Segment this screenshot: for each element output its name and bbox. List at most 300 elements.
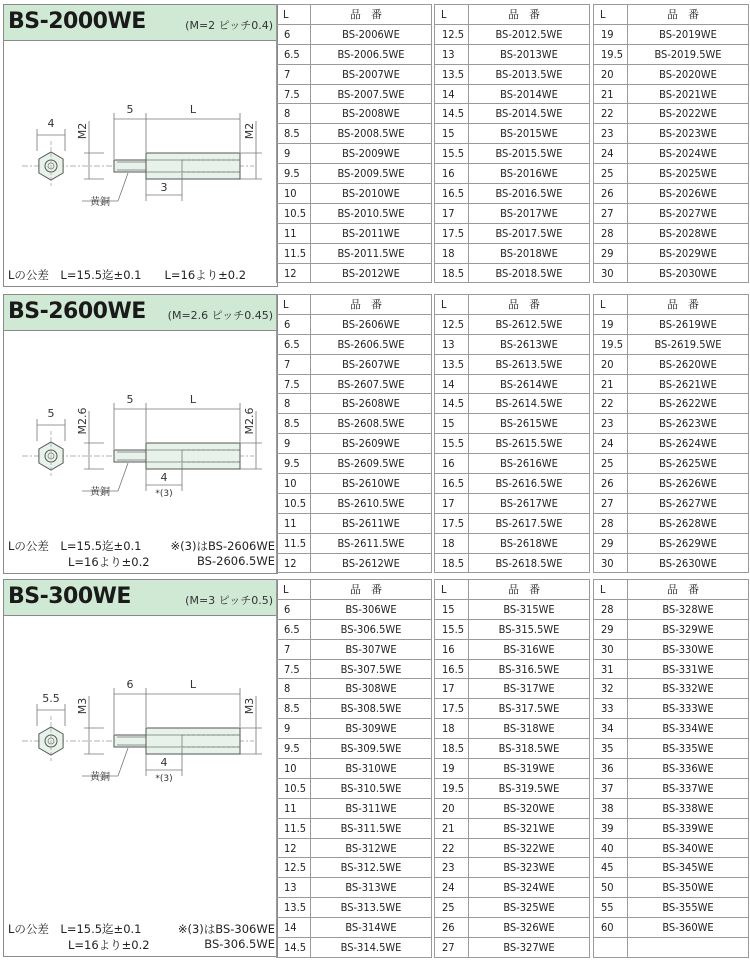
length-cell: 16 xyxy=(435,639,469,659)
part-number-cell: BS-2610WE xyxy=(311,474,432,494)
length-cell: 20 xyxy=(594,64,628,84)
tolerance-line-2: L=16より±0.2 xyxy=(68,938,150,952)
table-row xyxy=(277,679,432,699)
header-length: L xyxy=(594,580,628,600)
hex-size-label: 5.5 xyxy=(42,692,60,705)
table-row xyxy=(277,493,432,513)
length-cell: 6 xyxy=(277,314,311,334)
product-title: BS-2600WE xyxy=(8,299,146,324)
length-cell: 8.5 xyxy=(277,414,311,434)
table-row xyxy=(594,493,749,513)
table-row xyxy=(435,858,590,878)
table-row xyxy=(277,394,432,414)
length-cell: 22 xyxy=(594,104,628,124)
header-part-number: 品番 xyxy=(311,5,432,25)
length-cell: 16.5 xyxy=(435,474,469,494)
table-row xyxy=(435,679,590,699)
length-cell: 12 xyxy=(277,263,311,283)
length-cell: 10 xyxy=(277,759,311,779)
table-row xyxy=(435,203,590,223)
length-cell: 31 xyxy=(594,659,628,679)
part-number-cell: BS-2623WE xyxy=(628,414,749,434)
table-header-row xyxy=(435,295,590,315)
table-row xyxy=(435,243,590,263)
table-row xyxy=(594,144,749,164)
part-number-cell: BS-2010.5WE xyxy=(311,203,432,223)
table-row xyxy=(594,434,749,454)
length-cell: 37 xyxy=(594,778,628,798)
length-cell: 55 xyxy=(594,898,628,918)
table-row xyxy=(594,679,749,699)
table-row xyxy=(594,263,749,283)
table-header-row xyxy=(594,295,749,315)
part-number-cell: BS-314WE xyxy=(311,918,432,938)
header-part-number: 品番 xyxy=(628,295,749,315)
table-row xyxy=(435,64,590,84)
spacer-drawing xyxy=(4,616,277,816)
length-cell: 15.5 xyxy=(435,434,469,454)
table-row xyxy=(435,84,590,104)
part-number-cell: BS-324WE xyxy=(469,878,590,898)
length-cell: 32 xyxy=(594,679,628,699)
stud-length-label: 5 xyxy=(126,103,134,116)
table-row xyxy=(594,759,749,779)
table-row xyxy=(277,314,432,334)
part-number-cell: BS-360WE xyxy=(628,918,749,938)
length-cell: 36 xyxy=(594,759,628,779)
part-number-cell: BS-326WE xyxy=(469,918,590,938)
table-row xyxy=(435,619,590,639)
length-cell: 11 xyxy=(277,513,311,533)
table-row xyxy=(435,414,590,434)
table-row xyxy=(594,918,749,938)
part-number-table xyxy=(593,294,749,573)
table-row xyxy=(435,553,590,573)
length-cell: 16 xyxy=(435,164,469,184)
part-number-cell: BS-2015WE xyxy=(469,124,590,144)
table-row xyxy=(277,84,432,104)
table-row xyxy=(594,223,749,243)
part-number-cell: BS-2028WE xyxy=(628,223,749,243)
length-cell: 18.5 xyxy=(435,263,469,283)
part-number-table xyxy=(276,4,432,283)
part-number-cell: BS-2619WE xyxy=(628,314,749,334)
table-row xyxy=(435,104,590,124)
part-number-cell: BS-350WE xyxy=(628,878,749,898)
table-row xyxy=(594,938,749,958)
part-number-cell: BS-306WE xyxy=(311,599,432,619)
material-label: 黄銅 xyxy=(90,772,110,783)
length-cell: 30 xyxy=(594,263,628,283)
length-cell: 40 xyxy=(594,838,628,858)
thread-spec: (M=3 ピッチ0.5) xyxy=(185,594,273,607)
part-number-table xyxy=(434,579,590,958)
part-number-cell: BS-2609WE xyxy=(311,434,432,454)
table-row xyxy=(277,838,432,858)
part-number-cell: BS-337WE xyxy=(628,778,749,798)
table-row xyxy=(277,759,432,779)
part-number-cell: BS-355WE xyxy=(628,898,749,918)
length-cell: 18 xyxy=(435,243,469,263)
part-number-cell: BS-2010WE xyxy=(311,184,432,204)
part-number-cell: BS-2024WE xyxy=(628,144,749,164)
length-label: L xyxy=(189,393,197,406)
table-row xyxy=(435,838,590,858)
table-row xyxy=(435,533,590,553)
part-number-cell: BS-308WE xyxy=(311,679,432,699)
part-number-cell: BS-2014WE xyxy=(469,84,590,104)
material-leader xyxy=(118,463,128,491)
depth-label: 4 xyxy=(160,756,168,769)
part-number-cell: BS-2627WE xyxy=(628,493,749,513)
length-cell: 24 xyxy=(594,144,628,164)
table-row xyxy=(277,739,432,759)
header-length: L xyxy=(277,5,311,25)
table-row xyxy=(435,454,590,474)
table-row xyxy=(435,739,590,759)
length-cell: 15.5 xyxy=(435,144,469,164)
table-row xyxy=(594,64,749,84)
table-row xyxy=(435,493,590,513)
part-number-cell: BS-321WE xyxy=(469,818,590,838)
length-cell: 26 xyxy=(594,184,628,204)
part-number-cell: BS-313WE xyxy=(311,878,432,898)
table-row xyxy=(277,639,432,659)
length-cell: 15 xyxy=(435,599,469,619)
length-cell: 25 xyxy=(594,454,628,474)
length-label: L xyxy=(189,103,197,116)
part-number-cell: BS-332WE xyxy=(628,679,749,699)
part-number-cell: BS-2630WE xyxy=(628,553,749,573)
table-row xyxy=(277,513,432,533)
part-number-cell: BS-2011WE xyxy=(311,223,432,243)
hex-body xyxy=(146,728,240,754)
table-row xyxy=(435,759,590,779)
table-row xyxy=(277,24,432,44)
length-cell: 50 xyxy=(594,878,628,898)
length-cell: 13.5 xyxy=(435,354,469,374)
length-cell: 13 xyxy=(435,44,469,64)
part-number-cell: BS-315WE xyxy=(469,599,590,619)
length-cell: 28 xyxy=(594,599,628,619)
part-number-cell: BS-323WE xyxy=(469,858,590,878)
part-number-cell: BS-333WE xyxy=(628,699,749,719)
table-row xyxy=(435,719,590,739)
length-cell: 18 xyxy=(435,719,469,739)
part-number-cell: BS-345WE xyxy=(628,858,749,878)
table-row xyxy=(277,184,432,204)
length-cell: 7.5 xyxy=(277,84,311,104)
part-number-cell: BS-316WE xyxy=(469,639,590,659)
depth-note-label: *(3) xyxy=(155,774,173,784)
table-row xyxy=(277,334,432,354)
stud-length-label: 6 xyxy=(126,678,134,691)
length-cell: 30 xyxy=(594,639,628,659)
part-number-cell: BS-334WE xyxy=(628,719,749,739)
table-row xyxy=(277,898,432,918)
part-number-cell: BS-2017WE xyxy=(469,203,590,223)
table-row xyxy=(277,354,432,374)
table-header-row xyxy=(435,580,590,600)
table-row xyxy=(594,164,749,184)
part-number-cell: BS-2019.5WE xyxy=(628,44,749,64)
part-number-cell: BS-2016WE xyxy=(469,164,590,184)
header-part-number: 品番 xyxy=(469,295,590,315)
table-row xyxy=(594,699,749,719)
length-cell: 34 xyxy=(594,719,628,739)
length-cell: 6.5 xyxy=(277,619,311,639)
length-cell: 13 xyxy=(277,878,311,898)
table-row xyxy=(277,818,432,838)
part-number-cell: BS-2618WE xyxy=(469,533,590,553)
part-number-cell: BS-2022WE xyxy=(628,104,749,124)
material-label: 黄銅 xyxy=(90,487,110,498)
thread-size-label-right: M3 xyxy=(243,697,256,715)
table-row xyxy=(277,454,432,474)
part-number-cell: BS-307.5WE xyxy=(311,659,432,679)
table-row xyxy=(277,599,432,619)
length-cell: 17 xyxy=(435,203,469,223)
part-number-table xyxy=(434,294,590,573)
table-row xyxy=(277,124,432,144)
part-number-cell: BS-2617WE xyxy=(469,493,590,513)
length-cell: 45 xyxy=(594,858,628,878)
part-number-cell: BS-311WE xyxy=(311,798,432,818)
part-number-cell: BS-2619.5WE xyxy=(628,334,749,354)
part-number-table xyxy=(276,579,432,958)
table-row xyxy=(594,24,749,44)
table-row xyxy=(277,44,432,64)
table-row xyxy=(435,394,590,414)
part-number-cell: BS-335WE xyxy=(628,739,749,759)
table-row xyxy=(594,374,749,394)
part-number-cell: BS-2625WE xyxy=(628,454,749,474)
table-row xyxy=(435,878,590,898)
part-number-cell: BS-311.5WE xyxy=(311,818,432,838)
part-number-cell: BS-2025WE xyxy=(628,164,749,184)
table-row xyxy=(435,434,590,454)
table-row xyxy=(594,454,749,474)
part-number-cell: BS-318.5WE xyxy=(469,739,590,759)
part-number-cell: BS-319WE xyxy=(469,759,590,779)
length-cell: 7.5 xyxy=(277,659,311,679)
length-cell: 19 xyxy=(594,24,628,44)
table-row xyxy=(435,314,590,334)
part-number-cell: BS-2019WE xyxy=(628,24,749,44)
part-number-cell: BS-309.5WE xyxy=(311,739,432,759)
hex-body xyxy=(146,153,240,179)
table-row xyxy=(594,414,749,434)
product-title: BS-2000WE xyxy=(8,9,146,34)
part-number-cell: BS-2614WE xyxy=(469,374,590,394)
length-cell: 25 xyxy=(435,898,469,918)
table-row xyxy=(594,858,749,878)
length-cell: 10 xyxy=(277,184,311,204)
part-number-cell: BS-2030WE xyxy=(628,263,749,283)
part-number-cell: BS-2014.5WE xyxy=(469,104,590,124)
table-row xyxy=(594,553,749,573)
table-row xyxy=(594,818,749,838)
part-number-cell: BS-317.5WE xyxy=(469,699,590,719)
part-number-cell: BS-2607WE xyxy=(311,354,432,374)
length-cell: 8 xyxy=(277,104,311,124)
length-cell: 14.5 xyxy=(277,938,311,958)
part-number-cell: BS-339WE xyxy=(628,818,749,838)
part-number-cell: BS-2611WE xyxy=(311,513,432,533)
part-number-cell: BS-2027WE xyxy=(628,203,749,223)
table-row xyxy=(594,838,749,858)
length-cell: 18 xyxy=(435,533,469,553)
table-row xyxy=(594,104,749,124)
length-cell: 21 xyxy=(594,374,628,394)
header-part-number: 品番 xyxy=(628,5,749,25)
length-cell: 23 xyxy=(435,858,469,878)
table-row xyxy=(277,374,432,394)
stud-length-label: 5 xyxy=(126,393,134,406)
length-cell: 9.5 xyxy=(277,739,311,759)
product-title: BS-300WE xyxy=(8,584,131,609)
table-row xyxy=(277,414,432,434)
drawing-area xyxy=(4,331,277,535)
length-cell: 11.5 xyxy=(277,533,311,553)
length-cell: 13.5 xyxy=(435,64,469,84)
table-row xyxy=(435,639,590,659)
length-cell: 9.5 xyxy=(277,454,311,474)
length-cell: 8.5 xyxy=(277,699,311,719)
table-row xyxy=(277,474,432,494)
depth-label: 3 xyxy=(160,181,168,194)
length-cell: 28 xyxy=(594,513,628,533)
length-cell: 20 xyxy=(594,354,628,374)
table-row xyxy=(594,354,749,374)
table-row xyxy=(435,164,590,184)
length-cell: 7 xyxy=(277,639,311,659)
thread-size-label-left: M2 xyxy=(76,122,89,140)
length-cell: 9 xyxy=(277,144,311,164)
part-number-cell: BS-2616.5WE xyxy=(469,474,590,494)
length-cell: 60 xyxy=(594,918,628,938)
header-length: L xyxy=(277,295,311,315)
part-number-cell: BS-316.5WE xyxy=(469,659,590,679)
length-cell: 18.5 xyxy=(435,739,469,759)
part-number-cell: BS-322WE xyxy=(469,838,590,858)
length-cell: 16.5 xyxy=(435,184,469,204)
part-number-cell: BS-2008WE xyxy=(311,104,432,124)
part-number-cell: BS-2007WE xyxy=(311,64,432,84)
length-cell: 35 xyxy=(594,739,628,759)
table-row xyxy=(594,898,749,918)
table-row xyxy=(277,203,432,223)
part-number-cell: BS-2029WE xyxy=(628,243,749,263)
table-row xyxy=(594,314,749,334)
length-cell: 24 xyxy=(594,434,628,454)
table-row xyxy=(594,599,749,619)
hex-size-label: 4 xyxy=(47,117,55,130)
part-number-cell: BS-2607.5WE xyxy=(311,374,432,394)
table-header-row xyxy=(277,295,432,315)
length-cell: 19.5 xyxy=(594,334,628,354)
table-row xyxy=(594,203,749,223)
spacer-drawing xyxy=(4,41,277,241)
part-number-cell: BS-2008.5WE xyxy=(311,124,432,144)
length-cell: 12 xyxy=(277,553,311,573)
length-cell: 17.5 xyxy=(435,223,469,243)
part-number-cell xyxy=(628,938,749,958)
table-row xyxy=(435,354,590,374)
part-number-cell: BS-2617.5WE xyxy=(469,513,590,533)
table-row xyxy=(435,263,590,283)
table-row xyxy=(435,798,590,818)
table-row xyxy=(594,639,749,659)
table-row xyxy=(435,223,590,243)
table-row xyxy=(277,619,432,639)
table-row xyxy=(594,184,749,204)
table-row xyxy=(594,878,749,898)
part-number-cell: BS-2007.5WE xyxy=(311,84,432,104)
depth-note-label: *(3) xyxy=(155,489,173,499)
table-row xyxy=(435,778,590,798)
table-row xyxy=(435,44,590,64)
table-row xyxy=(435,334,590,354)
length-cell: 7.5 xyxy=(277,374,311,394)
length-cell: 15 xyxy=(435,124,469,144)
table-header-row xyxy=(277,5,432,25)
length-cell: 12.5 xyxy=(435,314,469,334)
header-length: L xyxy=(435,580,469,600)
length-cell: 11.5 xyxy=(277,818,311,838)
table-header-row xyxy=(435,5,590,25)
note-line: ※(3)はBS-306WE xyxy=(177,922,275,936)
part-number-cell: BS-2606WE xyxy=(311,314,432,334)
table-row xyxy=(594,243,749,263)
length-cell: 8 xyxy=(277,394,311,414)
table-row xyxy=(277,223,432,243)
part-number-cell: BS-317WE xyxy=(469,679,590,699)
part-number-cell: BS-2021WE xyxy=(628,84,749,104)
header-length: L xyxy=(435,295,469,315)
table-row xyxy=(277,434,432,454)
length-cell: 30 xyxy=(594,553,628,573)
part-number-cell: BS-2614.5WE xyxy=(469,394,590,414)
part-number-cell: BS-309WE xyxy=(311,719,432,739)
table-row xyxy=(277,553,432,573)
product-title-bar xyxy=(4,5,277,41)
part-number-cell: BS-2615.5WE xyxy=(469,434,590,454)
part-number-cell: BS-2615WE xyxy=(469,414,590,434)
table-row xyxy=(277,699,432,719)
table-row xyxy=(277,64,432,84)
table-row xyxy=(277,263,432,283)
length-cell: 29 xyxy=(594,619,628,639)
length-cell: 8 xyxy=(277,679,311,699)
length-cell: 27 xyxy=(594,493,628,513)
table-row xyxy=(435,144,590,164)
thread-spec: (M=2.6 ピッチ0.45) xyxy=(167,309,273,322)
part-number-cell: BS-2628WE xyxy=(628,513,749,533)
length-cell: 6.5 xyxy=(277,44,311,64)
table-row xyxy=(594,44,749,64)
part-number-table xyxy=(276,294,432,573)
length-cell: 14 xyxy=(435,374,469,394)
table-row xyxy=(277,938,432,958)
part-number-cell: BS-314.5WE xyxy=(311,938,432,958)
header-part-number: 品番 xyxy=(469,5,590,25)
table-row xyxy=(594,474,749,494)
length-cell: 12 xyxy=(277,838,311,858)
table-row xyxy=(435,184,590,204)
length-cell: 22 xyxy=(594,394,628,414)
header-length: L xyxy=(277,580,311,600)
